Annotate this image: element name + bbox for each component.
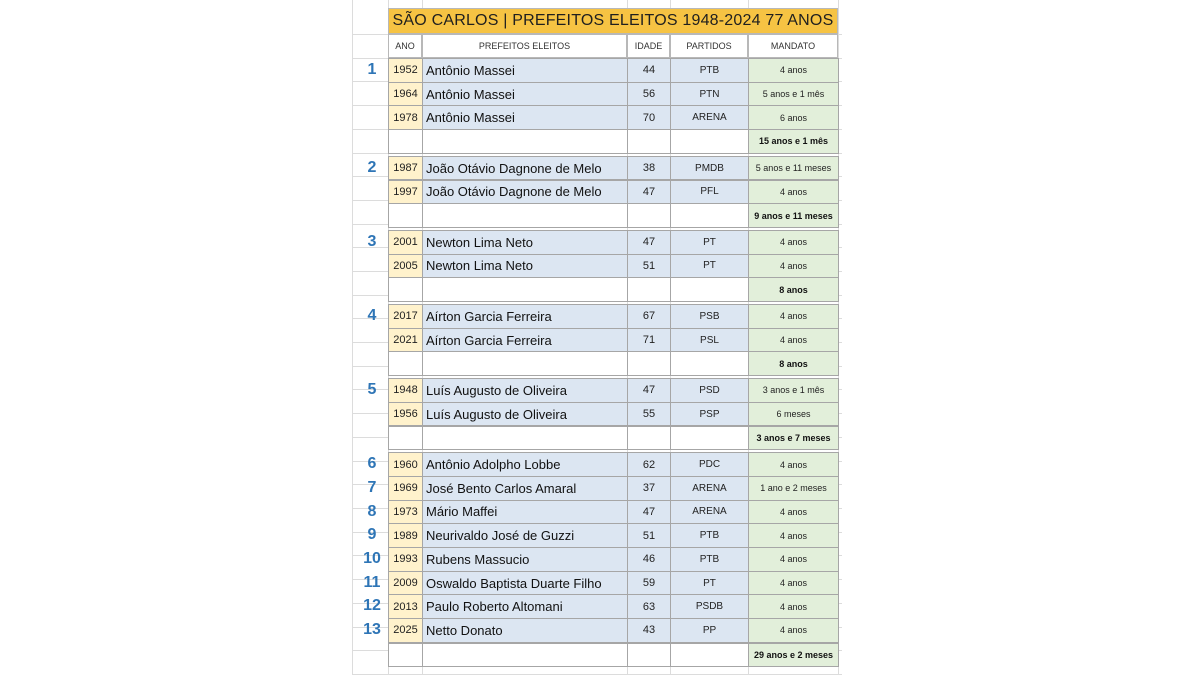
mayor-name-cell: Antônio Adolpho Lobbe [422,452,628,477]
mayor-name-cell: Luís Augusto de Oliveira [422,402,628,427]
party-cell: PSB [670,304,749,329]
mayor-name-cell: José Bento Carlos Amaral [422,476,628,501]
blank-cell [627,129,671,154]
mandate-cell: 1 ano e 2 meses [748,476,839,501]
party-cell: PTB [670,58,749,83]
mandate-cell: 4 anos [748,328,839,353]
mayor-name-cell: Antônio Massei [422,105,628,130]
party-cell: PMDB [670,156,749,181]
year-cell: 2009 [388,571,423,596]
year-cell: 1997 [388,180,423,205]
mandate-cell: 4 anos [748,180,839,205]
age-cell: 71 [627,328,671,353]
blank-cell [670,129,749,154]
year-cell: 1978 [388,105,423,130]
party-cell: ARENA [670,476,749,501]
year-cell: 2001 [388,230,423,255]
year-cell: 2005 [388,254,423,279]
mandate-cell: 4 anos [748,452,839,477]
year-cell: 2013 [388,594,423,619]
blank-cell [388,277,423,302]
mandate-cell: 4 anos [748,618,839,643]
mandate-cell: 4 anos [748,500,839,525]
mandate-total-cell: 9 anos e 11 meses [748,203,839,228]
blank-cell [422,351,628,376]
blank-cell [422,643,628,668]
header-year: ANO [388,34,422,58]
year-cell: 1993 [388,547,423,572]
mandate-cell: 5 anos e 11 meses [748,156,839,181]
year-cell: 1960 [388,452,423,477]
mayor-name-cell: Rubens Massucio [422,547,628,572]
header-party: PARTIDOS [670,34,748,58]
blank-cell [388,129,423,154]
blank-cell [422,129,628,154]
mayor-name-cell: Neurivaldo José de Guzzi [422,523,628,548]
mandate-cell: 4 anos [748,571,839,596]
party-cell: PP [670,618,749,643]
blank-cell [627,426,671,451]
year-cell: 1987 [388,156,423,181]
party-cell: PTB [670,547,749,572]
year-cell: 1973 [388,500,423,525]
party-cell: PTN [670,82,749,107]
year-cell: 2017 [388,304,423,329]
age-cell: 37 [627,476,671,501]
header-mandate: MANDATO [748,34,838,58]
year-cell: 1956 [388,402,423,427]
blank-cell [422,203,628,228]
year-cell: 1989 [388,523,423,548]
rank-number: 10 [363,550,381,567]
blank-cell [422,277,628,302]
mayor-name-cell: Antônio Massei [422,58,628,83]
mandate-cell: 3 anos e 1 mês [748,378,839,403]
party-cell: ARENA [670,500,749,525]
party-cell: PT [670,254,749,279]
rank-number: 2 [367,158,377,176]
party-cell: PFL [670,180,749,205]
blank-cell [422,426,628,451]
mandate-total-cell: 3 anos e 7 meses [748,426,839,451]
party-cell: PSD [670,378,749,403]
header-name: PREFEITOS ELEITOS [422,34,627,58]
blank-cell [670,351,749,376]
rank-number: 9 [367,526,377,544]
age-cell: 47 [627,500,671,525]
mayor-name-cell: João Otávio Dagnone de Melo [422,180,628,205]
blank-cell [627,203,671,228]
age-cell: 63 [627,594,671,619]
mandate-cell: 4 anos [748,254,839,279]
mandate-total-cell: 29 anos e 2 meses [748,643,839,668]
blank-cell [627,351,671,376]
mayor-name-cell: João Otávio Dagnone de Melo [422,156,628,181]
age-cell: 51 [627,523,671,548]
party-cell: PT [670,571,749,596]
mayor-name-cell: Newton Lima Neto [422,254,628,279]
age-cell: 47 [627,378,671,403]
mayor-name-cell: Antônio Massei [422,82,628,107]
age-cell: 38 [627,156,671,181]
party-cell: PSL [670,328,749,353]
mandate-cell: 4 anos [748,58,839,83]
age-cell: 47 [627,230,671,255]
party-cell: PSP [670,402,749,427]
table-title: SÃO CARLOS | PREFEITOS ELEITOS 1948-2024 77 ANOS [388,8,838,34]
spreadsheet [352,0,842,675]
rank-number: 12 [363,597,381,615]
blank-cell [670,426,749,451]
mandate-cell: 5 anos e 1 mês [748,82,839,107]
age-cell: 44 [627,58,671,83]
mandate-cell: 4 anos [748,594,839,619]
blank-cell [670,277,749,302]
blank-cell [388,351,423,376]
age-cell: 59 [627,571,671,596]
rank-number: 1 [367,61,377,78]
age-cell: 46 [627,547,671,572]
rank-number: 13 [363,621,381,639]
age-cell: 51 [627,254,671,279]
mandate-cell: 6 meses [748,402,839,427]
mandate-cell: 6 anos [748,105,839,130]
rank-number: 8 [367,502,377,520]
mayor-name-cell: Aírton Garcia Ferreira [422,304,628,329]
mayor-name-cell: Netto Donato [422,618,628,643]
header-age: IDADE [627,34,670,58]
year-cell: 2025 [388,618,423,643]
year-cell: 1948 [388,378,423,403]
age-cell: 67 [627,304,671,329]
rank-number: 4 [367,307,377,324]
party-cell: PT [670,230,749,255]
age-cell: 47 [627,180,671,205]
party-cell: PSDB [670,594,749,619]
year-cell: 1952 [388,58,423,83]
blank-cell [388,203,423,228]
gridline [352,0,353,675]
age-cell: 55 [627,402,671,427]
age-cell: 70 [627,105,671,130]
mandate-total-cell: 8 anos [748,277,839,302]
mandate-total-cell: 15 anos e 1 mês [748,129,839,154]
age-cell: 43 [627,618,671,643]
mayor-name-cell: Mário Maffei [422,500,628,525]
blank-cell [670,203,749,228]
year-cell: 1969 [388,476,423,501]
party-cell: ARENA [670,105,749,130]
mandate-cell: 4 anos [748,304,839,329]
party-cell: PTB [670,523,749,548]
party-cell: PDC [670,452,749,477]
rank-number: 3 [367,232,377,250]
blank-cell [670,643,749,668]
blank-cell [627,277,671,302]
year-cell: 1964 [388,82,423,107]
rank-number: 5 [367,381,377,399]
rank-number: 6 [367,455,377,473]
blank-cell [388,643,423,668]
mayor-name-cell: Luís Augusto de Oliveira [422,378,628,403]
age-cell: 62 [627,452,671,477]
mandate-cell: 4 anos [748,523,839,548]
mayor-name-cell: Aírton Garcia Ferreira [422,328,628,353]
blank-cell [388,426,423,451]
mandate-cell: 4 anos [748,230,839,255]
age-cell: 56 [627,82,671,107]
mayor-name-cell: Paulo Roberto Altomani [422,594,628,619]
mandate-total-cell: 8 anos [748,351,839,376]
mayor-name-cell: Newton Lima Neto [422,230,628,255]
rank-number: 11 [363,573,381,591]
blank-cell [627,643,671,668]
mayor-name-cell: Oswaldo Baptista Duarte Filho [422,571,628,596]
mandate-cell: 4 anos [748,547,839,572]
year-cell: 2021 [388,328,423,353]
rank-number: 7 [367,478,377,496]
